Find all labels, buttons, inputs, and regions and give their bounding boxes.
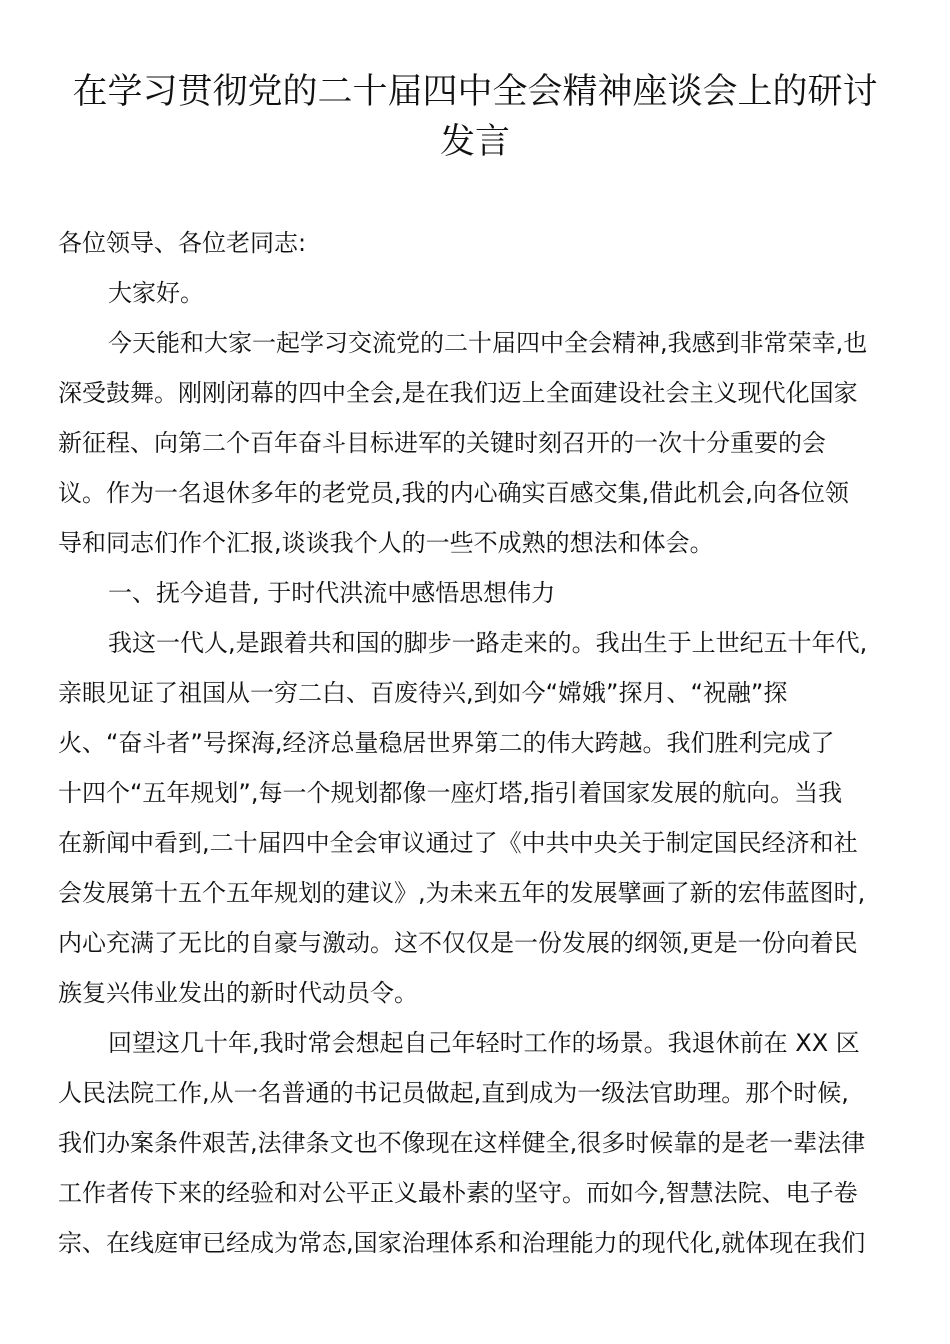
paragraph-line: 内心充满了无比的自豪与激动。这不仅仅是一份发展的纲领,更是一份向着民 <box>58 929 858 957</box>
paragraph-line: 火、“奋斗者”号探海,经济总量稳居世界第二的伟大跨越。我们胜利完成了 <box>58 729 835 757</box>
paragraph-line: 十四个“五年规划”,每一个规划都像一座灯塔,指引着国家发展的航向。当我 <box>58 779 843 807</box>
paragraph-line: 工作者传下来的经验和对公平正义最朴素的坚守。而如今,智慧法院、电子卷 <box>58 1179 858 1207</box>
paragraph-line: 回望这几十年,我时常会想起自己年轻时工作的场景。我退休前在 XX 区 <box>108 1029 860 1057</box>
paragraph-line: 在新闻中看到,二十届四中全会审议通过了《中共中央关于制定国民经济和社 <box>58 829 858 857</box>
document-body <box>58 218 898 1268</box>
paragraph-line: 会发展第十五个五年规划的建议》,为未来五年的发展擘画了新的宏伟蓝图时, <box>58 879 866 907</box>
paragraph-line: 今天能和大家一起学习交流党的二十届四中全会精神,我感到非常荣幸,也 <box>108 329 868 357</box>
section-heading: 一、抚今追昔, 于时代洪流中感悟思想伟力 <box>108 579 556 607</box>
paragraph-line: 导和同志们作个汇报,谈谈我个人的一些不成熟的想法和体会。 <box>58 529 714 557</box>
paragraph-line: 我这一代人,是跟着共和国的脚步一路走来的。我出生于上世纪五十年代, <box>108 629 868 657</box>
paragraph-line: 人民法院工作,从一名普通的书记员做起,直到成为一级法官助理。那个时候, <box>58 1079 849 1107</box>
paragraph-line: 深受鼓舞。刚刚闭幕的四中全会,是在我们迈上全面建设社会主义现代化国家 <box>58 379 858 407</box>
paragraph-line: 我们办案条件艰苦,法律条文也不像现在这样健全,很多时候靠的是老一辈法律 <box>58 1129 866 1157</box>
title-line-2: 发言 <box>439 122 510 162</box>
title-line-1: 在学习贯彻党的二十届四中全会精神座谈会上的研讨 <box>72 72 878 112</box>
greeting: 大家好。 <box>108 279 204 307</box>
salutation: 各位领导、各位老同志: <box>58 229 307 257</box>
document-title <box>40 66 910 166</box>
paragraph-line: 宗、在线庭审已经成为常态,国家治理体系和治理能力的现代化,就体现在我们 <box>58 1229 866 1257</box>
paragraph-line: 族复兴伟业发出的新时代动员令。 <box>58 979 418 1007</box>
paragraph-line: 议。作为一名退休多年的老党员,我的内心确实百感交集,借此机会,向各位领 <box>58 479 849 507</box>
paragraph-line: 新征程、向第二个百年奋斗目标进军的关键时刻召开的一次十分重要的会 <box>58 429 826 457</box>
paragraph-line: 亲眼见证了祖国从一穷二白、百废待兴,到如今“嫦娥”探月、“祝融”探 <box>58 679 788 707</box>
